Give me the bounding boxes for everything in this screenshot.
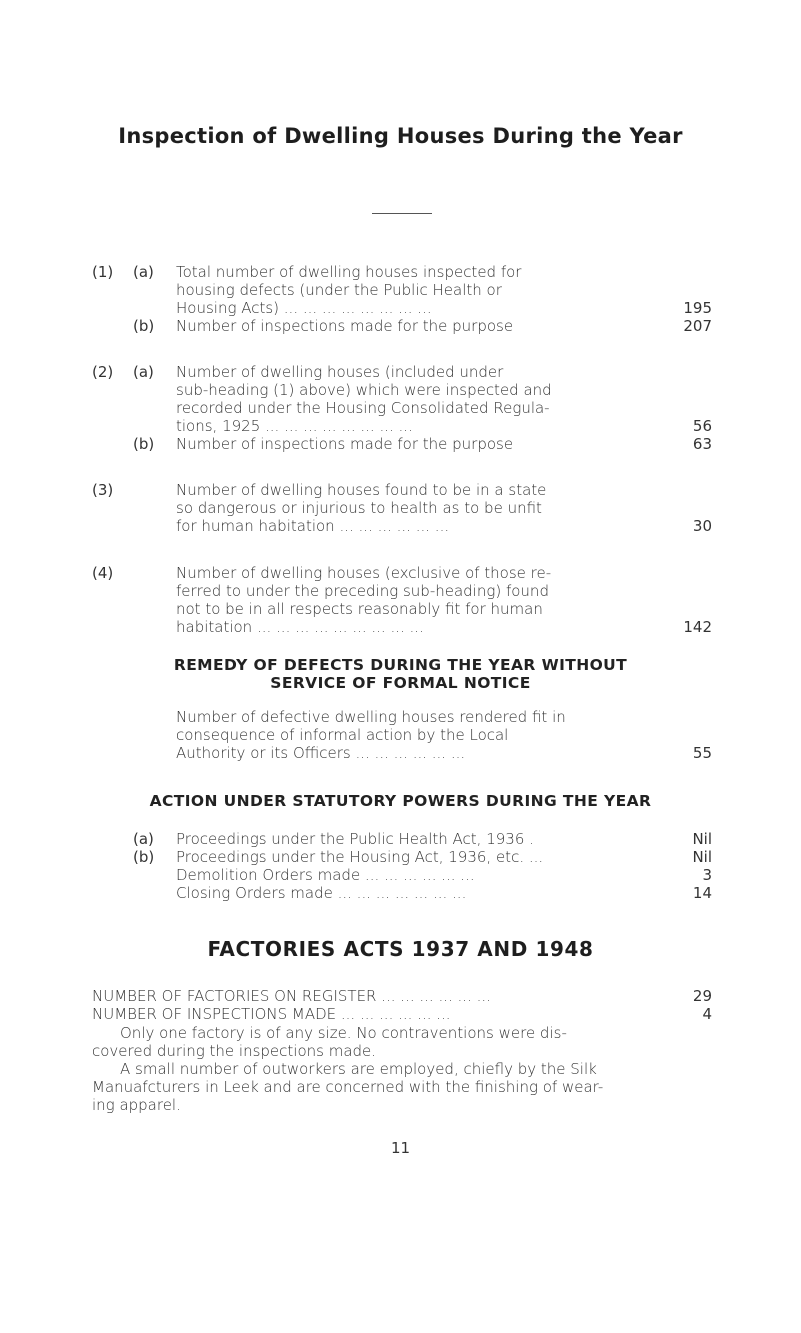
item-3-line-3: for human habitation ... ... ... ... ... ... [176,517,450,535]
item-2b-label: (b) [133,435,155,453]
item-3-line-1: Number of dwelling houses found to be in a state [176,481,547,499]
factories-register-value: 29 [692,987,712,1005]
factories-inspections-value: 4 [702,1005,712,1023]
action-row-closing-text: Closing Orders made ... ... ... ... ... ... ... [176,884,467,902]
item-3-value: 30 [692,517,712,535]
action-heading: ACTION UNDER STATUTORY POWERS DURING THE YEAR [149,792,652,810]
item-2b-line: Number of inspections made for the purpose [176,435,514,453]
item-2a-line-1: Number of dwelling houses (included under [176,363,504,381]
item-1b-label: (b) [133,317,155,335]
item-1a-line-3: Housing Acts) ... ... ... ... ... ... ... ... [176,299,432,317]
item-2a-line-4: tions, 1925 ... ... ... ... ... ... ... ... [176,417,413,435]
action-row-a-label: (a) [133,830,154,848]
item-3-line-2: so dangerous or injurious to health as to be unfit [176,499,542,517]
factories-para-2-line-2: Manuafcturers in Leek and are concerned with the finishing of wear- [92,1078,604,1096]
item-2a-line-2: sub-heading (1) above) which were inspected and [176,381,552,399]
item-2a-value: 56 [692,417,712,435]
factories-heading: FACTORIES ACTS 1937 AND 1948 [207,937,594,961]
item-4-number: (4) [92,564,114,582]
factories-para-2-line-3: ing apparel. [92,1096,181,1114]
item-4-value: 142 [683,618,712,636]
remedy-value: 55 [692,744,712,762]
action-row-demolition-value: 3 [702,866,712,884]
action-row-a-text: Proceedings under the Public Health Act, 1936 . [176,830,534,848]
item-4-line-3: not to be in all respects reasonably fit for human [176,600,543,618]
remedy-heading-line-2: SERVICE OF FORMAL NOTICE [270,674,531,692]
page-number: 11 [390,1139,411,1157]
item-1a-line-1: Total number of dwelling houses inspected for [176,263,522,281]
item-3-number: (3) [92,481,114,499]
item-1a-line-2: housing defects (under the Public Health or [176,281,502,299]
item-4-line-2: ferred to under the preceding sub-heading) found [176,582,549,600]
factories-register-text: NUMBER OF FACTORIES ON REGISTER ... ... ... ... ... ... [92,987,491,1005]
item-1b-value: 207 [683,317,712,335]
item-1a-label: (a) [133,263,154,281]
item-2a-label: (a) [133,363,154,381]
item-4-line-1: Number of dwelling houses (exclusive of those re- [176,564,552,582]
factories-inspections-text: NUMBER OF INSPECTIONS MADE ... ... ... ... ... ... [92,1005,451,1023]
action-row-demolition-text: Demolition Orders made ... ... ... ... ... ... [176,866,475,884]
action-row-b-text: Proceedings under the Housing Act, 1936, etc. ... [176,848,544,866]
action-row-b-label: (b) [133,848,155,866]
action-row-b-value: Nil [692,848,712,866]
remedy-line-1: Number of defective dwelling houses rendered fit in [176,708,566,726]
title-divider [372,213,432,214]
item-1b-line: Number of inspections made for the purpose [176,317,514,335]
item-1-number: (1) [92,263,114,281]
remedy-line-3: Authority or its Officers ... ... ... ... ... ... [176,744,466,762]
item-1a-value: 195 [683,299,712,317]
item-2a-line-3: recorded under the Housing Consolidated Regula- [176,399,550,417]
action-row-a-value: Nil [692,830,712,848]
factories-para-1-line-1: Only one factory is of any size. No contraventions were dis- [120,1024,567,1042]
remedy-heading-line-1: REMEDY OF DEFECTS DURING THE YEAR WITHOUT [173,656,628,674]
factories-para-1-line-2: covered during the inspections made. [92,1042,377,1060]
item-4-line-4: habitation ... ... ... ... ... ... ... ... ... [176,618,424,636]
page-title: Inspection of Dwelling Houses During the Year [118,124,683,148]
action-row-closing-value: 14 [692,884,712,902]
item-2b-value: 63 [692,435,712,453]
remedy-line-2: consequence of informal action by the Local [176,726,509,744]
factories-para-2-line-1: A small number of outworkers are employed, chiefly by the Silk [120,1060,597,1078]
item-2-number: (2) [92,363,114,381]
